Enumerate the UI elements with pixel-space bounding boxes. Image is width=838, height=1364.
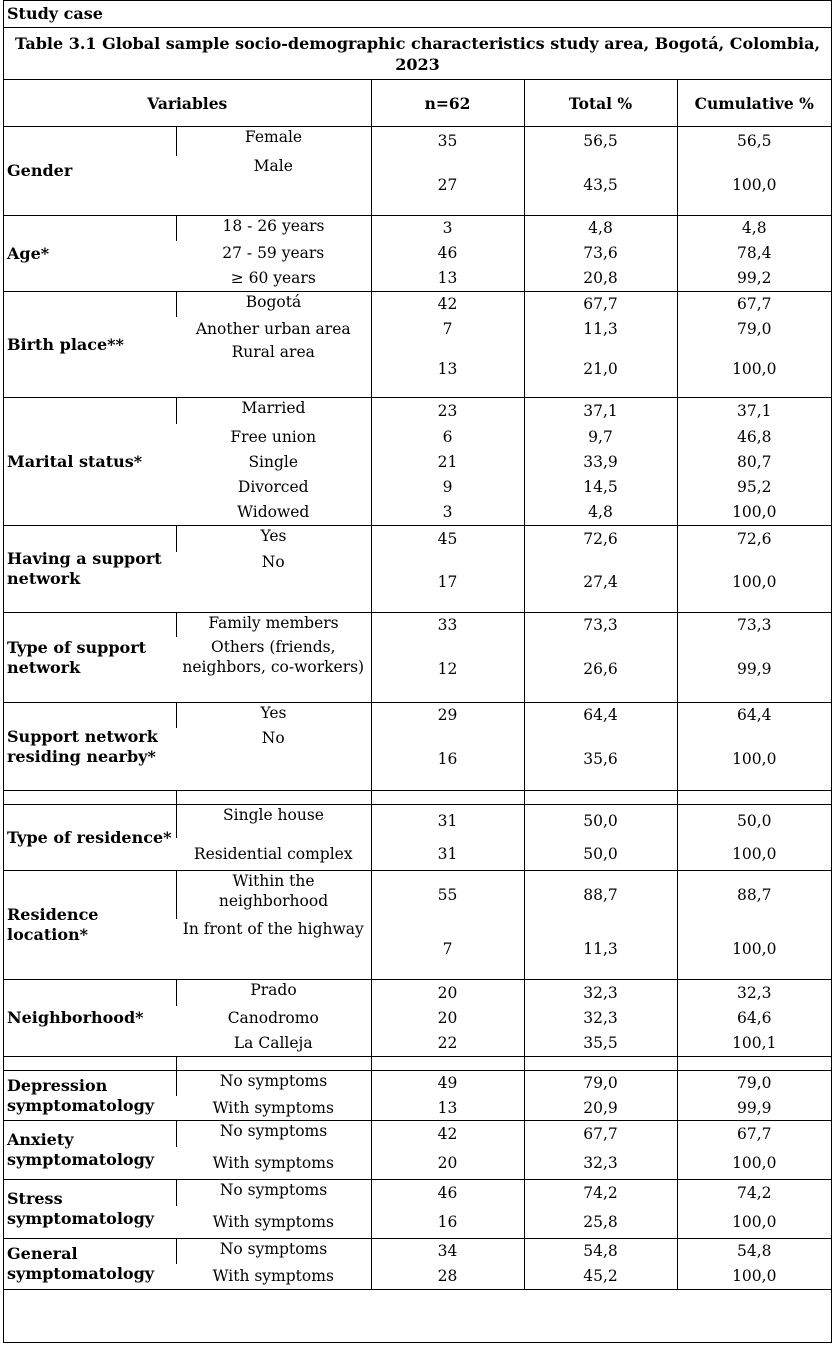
category-cell: Canodromo [227,1009,319,1027]
total-percent-cell: 56,5 [524,127,677,156]
cumulative-percent-cell: 74,2 [677,1180,831,1206]
table-row [4,398,831,424]
cumulative-percent-cell: 79,0 [677,1071,831,1096]
cumulative-percent-cell: 100,0 [677,1147,831,1180]
table-row [4,703,831,728]
count-cell: 29 [371,703,524,728]
total-percent-cell: 11,3 [524,317,677,342]
cumulative-percent-cell: 56,5 [677,127,831,156]
variable-label: Stress symptomatology [4,1180,176,1239]
count-cell: 13 [371,342,524,398]
count-cell: 35 [371,127,524,156]
table-row [4,1239,831,1264]
empty-cell [677,791,831,805]
count-cell: 31 [371,838,524,871]
category-cell: Female [176,127,371,156]
category-cell: Single house [176,805,371,838]
category-cell: No symptoms [176,1121,371,1147]
count-cell: 42 [371,1121,524,1147]
cumulative-percent-cell: 100,0 [677,156,831,216]
count-cell: 6 [371,424,524,450]
variable-label: General symptomatology [4,1239,176,1290]
total-percent-cell: 9,7 [524,424,677,450]
category-cell: Divorced [237,478,309,496]
total-percent-cell: 32,3 [524,1147,677,1180]
spacer-row [4,1290,831,1343]
section-caption: Study case [4,1,831,28]
data-table [4,80,831,1342]
category-cell: No symptoms [176,1180,371,1206]
category-cell: 18 - 26 years [176,216,371,241]
cumulative-percent-cell: 67,7 [677,1121,831,1147]
variable-label: Gender [4,127,176,216]
total-percent-cell: 37,1 [524,398,677,424]
cumulative-percent-cell: 80,7 [677,450,831,475]
category-cell: Rural area [231,342,315,361]
total-percent-cell: 45,2 [524,1264,677,1290]
count-cell: 13 [371,1096,524,1121]
category-cell: With symptoms [212,1153,334,1172]
cumulative-percent-cell: 100,0 [677,342,831,398]
cumulative-percent-cell: 37,1 [677,398,831,424]
variable-label: Depression symptomatology [4,1071,176,1121]
empty-cell [677,1057,831,1071]
cumulative-percent-cell: 99,9 [677,1096,831,1121]
empty-cell [4,1057,176,1071]
category-cell: Yes [176,703,371,728]
category-cell: No symptoms [176,1071,371,1096]
count-cell: 27 [371,156,524,216]
count-cell: 20 [371,980,524,1006]
count-cell: 46 [371,241,524,266]
total-percent-cell: 73,3 [524,613,677,637]
table-title: Table 3.1 Global sample socio-demographic characteristics study area, Bogotá, Colombia, 2023 [4,28,831,80]
cumulative-percent-cell: 64,6 [677,1006,831,1031]
variable-label: Anxiety symptomatology [4,1121,176,1180]
count-cell: 3 [371,500,524,526]
empty-cell [371,791,524,805]
cumulative-percent-cell: 72,6 [677,526,831,552]
count-cell: 20 [371,1147,524,1180]
category-cell: With symptoms [212,1212,334,1231]
category-cell: Family members [176,613,371,637]
category-cell: Single [248,453,299,471]
variable-label: Marital status* [4,398,176,526]
cumulative-percent-cell: 64,4 [677,703,831,728]
category-cell: No [261,552,285,571]
cumulative-percent-cell: 100,0 [677,728,831,791]
variable-label: Type of residence* [4,805,176,871]
count-cell: 12 [371,637,524,703]
count-cell: 21 [371,450,524,475]
total-percent-cell: 32,3 [524,1006,677,1031]
category-cell: No symptoms [176,1239,371,1264]
total-percent-cell: 43,5 [524,156,677,216]
empty-cell [524,791,677,805]
category-cell: With symptoms [212,1098,334,1117]
document-page [3,0,832,1343]
total-percent-cell: 14,5 [524,475,677,500]
table-row [4,980,831,1006]
count-cell: 45 [371,526,524,552]
table-row [4,526,831,552]
category-cell: Another urban area [195,320,351,338]
total-percent-cell: 67,7 [524,292,677,317]
count-cell: 20 [371,1006,524,1031]
category-cell: Bogotá [176,292,371,317]
total-percent-cell: 50,0 [524,838,677,871]
header-cumulative: Cumulative % [677,80,831,127]
total-percent-cell: 21,0 [524,342,677,398]
count-cell: 7 [371,919,524,980]
total-percent-cell: 35,6 [524,728,677,791]
total-percent-cell: 20,8 [524,266,677,292]
count-cell: 23 [371,398,524,424]
category-cell: In front of the highway [182,919,364,938]
cumulative-percent-cell: 54,8 [677,1239,831,1264]
category-cell: ≥ 60 years [230,269,316,288]
count-cell: 17 [371,552,524,613]
category-cell: With symptoms [212,1267,334,1286]
variable-label: Support network residing nearby* [4,703,176,791]
total-percent-cell: 4,8 [524,216,677,241]
total-percent-cell: 32,3 [524,980,677,1006]
total-percent-cell: 74,2 [524,1180,677,1206]
count-cell: 34 [371,1239,524,1264]
cumulative-percent-cell: 100,0 [677,1206,831,1239]
count-cell: 55 [371,871,524,919]
count-cell: 16 [371,1206,524,1239]
category-cell: Within the neighborhood [176,871,371,919]
cumulative-percent-cell: 100,0 [677,919,831,980]
table-row [4,805,831,838]
header-n: n=62 [371,80,524,127]
empty-cell [371,1057,524,1071]
count-cell: 28 [371,1264,524,1290]
empty-cell [176,1057,371,1071]
total-percent-cell: 4,8 [524,500,677,526]
total-percent-cell: 35,5 [524,1031,677,1057]
category-cell: Residential complex [193,844,353,863]
category-cell: La Calleja [233,1034,313,1053]
count-cell: 49 [371,1071,524,1096]
empty-cell [524,1057,677,1071]
category-cell: Free union [230,427,317,446]
table-row [4,1071,831,1096]
cumulative-percent-cell: 100,0 [677,838,831,871]
table-row [4,1121,831,1147]
cumulative-percent-cell: 46,8 [677,424,831,450]
cumulative-percent-cell: 99,9 [677,637,831,703]
table-row [4,1180,831,1206]
variable-label: Neighborhood* [4,980,176,1057]
variable-label: Birth place** [4,292,176,398]
category-cell: 27 - 59 years [222,244,325,262]
table-row [4,613,831,637]
cumulative-percent-cell: 100,1 [677,1031,831,1057]
count-cell: 31 [371,805,524,838]
count-cell: 33 [371,613,524,637]
table-row [4,127,831,156]
total-percent-cell: 79,0 [524,1071,677,1096]
header-variables: Variables [4,80,371,127]
header-total: Total % [524,80,677,127]
table-row [4,871,831,919]
category-cell: Male [253,156,293,175]
cumulative-percent-cell: 67,7 [677,292,831,317]
cumulative-percent-cell: 50,0 [677,805,831,838]
spacer-row [4,791,831,805]
empty-cell [4,791,176,805]
total-percent-cell: 26,6 [524,637,677,703]
count-cell: 9 [371,475,524,500]
total-percent-cell: 11,3 [524,919,677,980]
empty-cell [4,1290,831,1343]
total-percent-cell: 54,8 [524,1239,677,1264]
variable-label: Having a support network [4,526,176,613]
total-percent-cell: 20,9 [524,1096,677,1121]
total-percent-cell: 27,4 [524,552,677,613]
total-percent-cell: 25,8 [524,1206,677,1239]
total-percent-cell: 72,6 [524,526,677,552]
cumulative-percent-cell: 32,3 [677,980,831,1006]
count-cell: 46 [371,1180,524,1206]
cumulative-percent-cell: 79,0 [677,317,831,342]
count-cell: 13 [371,266,524,292]
total-percent-cell: 64,4 [524,703,677,728]
cumulative-percent-cell: 4,8 [677,216,831,241]
cumulative-percent-cell: 100,0 [677,500,831,526]
category-cell: Married [176,398,371,424]
category-cell: Prado [176,980,371,1006]
cumulative-percent-cell: 73,3 [677,613,831,637]
category-cell: Widowed [237,503,310,522]
count-cell: 3 [371,216,524,241]
cumulative-percent-cell: 100,0 [677,552,831,613]
category-cell: Yes [176,526,371,552]
cumulative-percent-cell: 88,7 [677,871,831,919]
total-percent-cell: 33,9 [524,450,677,475]
empty-cell [176,791,371,805]
cumulative-percent-cell: 99,2 [677,266,831,292]
variable-label: Residence location* [4,871,176,980]
table-row [4,292,831,317]
total-percent-cell: 73,6 [524,241,677,266]
header-row [4,80,831,127]
total-percent-cell: 88,7 [524,871,677,919]
category-cell: No [261,728,285,747]
count-cell: 7 [371,317,524,342]
cumulative-percent-cell: 78,4 [677,241,831,266]
variable-label: Age* [4,216,176,292]
spacer-row [4,1057,831,1071]
count-cell: 22 [371,1031,524,1057]
count-cell: 16 [371,728,524,791]
cumulative-percent-cell: 95,2 [677,475,831,500]
total-percent-cell: 67,7 [524,1121,677,1147]
count-cell: 42 [371,292,524,317]
table-body [4,127,831,1343]
cumulative-percent-cell: 100,0 [677,1264,831,1290]
total-percent-cell: 50,0 [524,805,677,838]
table-row [4,216,831,241]
category-cell: Others (friends, neighbors, co-workers) [182,637,365,676]
variable-label: Type of support network [4,613,176,703]
